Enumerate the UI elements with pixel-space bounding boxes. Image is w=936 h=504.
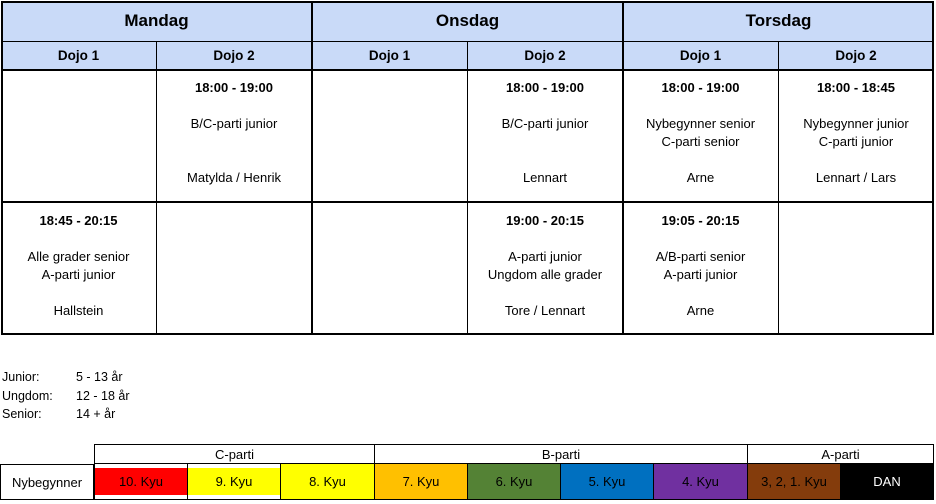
day-label: Mandag [124,11,189,30]
dojo-header [623,41,778,69]
belt-beginner [0,464,94,500]
session-instructor: Tore / Lennart [504,303,586,318]
age-group-legend [2,368,130,424]
session-wednesday-dojo2-early [467,69,623,202]
grid-line [778,41,779,335]
belt-stripe [188,464,280,468]
belt-4-kyu [654,464,748,500]
age-row-ungdom [2,387,130,406]
dojo-label: Dojo 2 [213,47,255,63]
belt-group-c-parti [94,444,375,464]
session-monday-dojo2-early [156,69,312,202]
belt-6-kyu [468,464,561,500]
day-header-monday [1,1,312,41]
dojo-label: Dojo 2 [524,47,566,63]
age-label: Junior: [2,370,40,384]
belt-group-label: C-parti [214,446,254,462]
session-instructor: Hallstein [53,303,104,318]
belt-10-kyu [94,464,188,500]
session-group: B/C-parti junior [501,116,589,131]
session-group: A-parti junior [41,267,116,282]
grid-line [467,41,468,335]
dojo-header [312,41,467,69]
belt-label: 5. Kyu [588,474,626,489]
session-group: A-parti junior [508,249,582,264]
session-thursday-dojo2-early [778,69,934,202]
belt-stripe [188,495,280,499]
belt-label: 4. Kyu [682,474,719,489]
session-monday-dojo1-late [1,202,156,335]
age-range: 5 - 13 år [76,370,123,384]
session-group [467,133,623,151]
session-group: Alle grader senior [27,249,130,264]
belt-label: 10. Kyu [118,474,164,489]
belt-7-kyu [375,464,468,500]
session-group: Ungdom alle grader [487,267,603,282]
belt-dan [841,464,934,500]
session-time: 18:00 - 19:00 [661,80,740,95]
belt-label: DAN [873,474,901,489]
age-label: Ungdom: [2,388,53,403]
dojo-label: Dojo 1 [679,47,722,63]
session-group: Nybegynner senior [645,116,756,131]
belt-stripe [95,464,187,468]
session-group [156,133,312,151]
session-group: A-parti junior [663,267,738,282]
session-time: 19:05 - 20:15 [661,213,740,228]
grid-line [622,1,624,335]
training-schedule [1,1,934,335]
dojo-header [778,41,934,69]
belt-label: 7. Kyu [402,474,440,489]
session-thursday-dojo1-early [623,69,778,202]
session-instructor: Lennart / Lars [815,170,897,185]
dojo-label: Dojo 1 [368,47,411,63]
session-group: A/B-parti senior [655,249,746,264]
session-group: B/C-parti junior [190,116,278,131]
session-instructor: Lennart [522,170,568,185]
day-label: Onsdag [435,11,500,30]
grid-line [932,1,934,335]
belt-label: Nybegynner [11,474,83,490]
belt-stripe [95,495,187,499]
day-header-wednesday [312,1,623,41]
session-group: C-parti senior [661,134,740,149]
session-time: 18:00 - 19:00 [194,80,274,95]
day-header-thursday [623,1,934,41]
belt-5-kyu [561,464,654,500]
age-row-senior [2,405,130,424]
session-time: 18:45 - 20:15 [39,213,118,228]
belt-label: 9. Kyu [215,474,253,489]
session-time: 18:00 - 18:45 [816,80,896,95]
belt-group-label: B-parti [541,446,581,462]
session-instructor: Arne [686,170,715,185]
belt-group-b-parti [374,444,748,464]
session-instructor: Arne [686,303,715,318]
session-thursday-dojo1-late [623,202,778,335]
belt-label: 3, 2, 1. Kyu [761,474,827,489]
dojo-header [467,41,623,69]
age-range: 14 + år [76,407,116,421]
grid-line [1,1,3,335]
belt-3-2-1-kyu [748,464,841,500]
session-group: C-parti junior [818,134,894,149]
age-row-junior [2,368,130,387]
age-range: 12 - 18 år [76,388,130,403]
belt-9-kyu [188,464,281,500]
age-label: Senior: [2,407,42,421]
belt-label: 8. Kyu [309,474,346,489]
dojo-header [156,41,312,69]
session-wednesday-dojo2-late [467,202,623,335]
grid-line [1,1,934,3]
session-instructor: Matylda / Henrik [187,170,281,185]
session-time: 18:00 - 19:00 [505,80,585,95]
session-group: Nybegynner junior [803,116,909,131]
belt-8-kyu [281,464,375,500]
grid-line [156,41,157,335]
belt-group-label: A-parti [821,446,860,462]
dojo-label: Dojo 1 [57,47,100,63]
belt-label: 6. Kyu [495,474,533,489]
session-time: 19:00 - 20:15 [505,213,585,228]
day-label: Torsdag [745,11,812,30]
belt-group-a-parti [747,444,934,464]
dojo-label: Dojo 2 [835,47,877,63]
grid-line [311,1,313,335]
dojo-header [1,41,156,69]
belt-grade-bar [0,444,934,500]
